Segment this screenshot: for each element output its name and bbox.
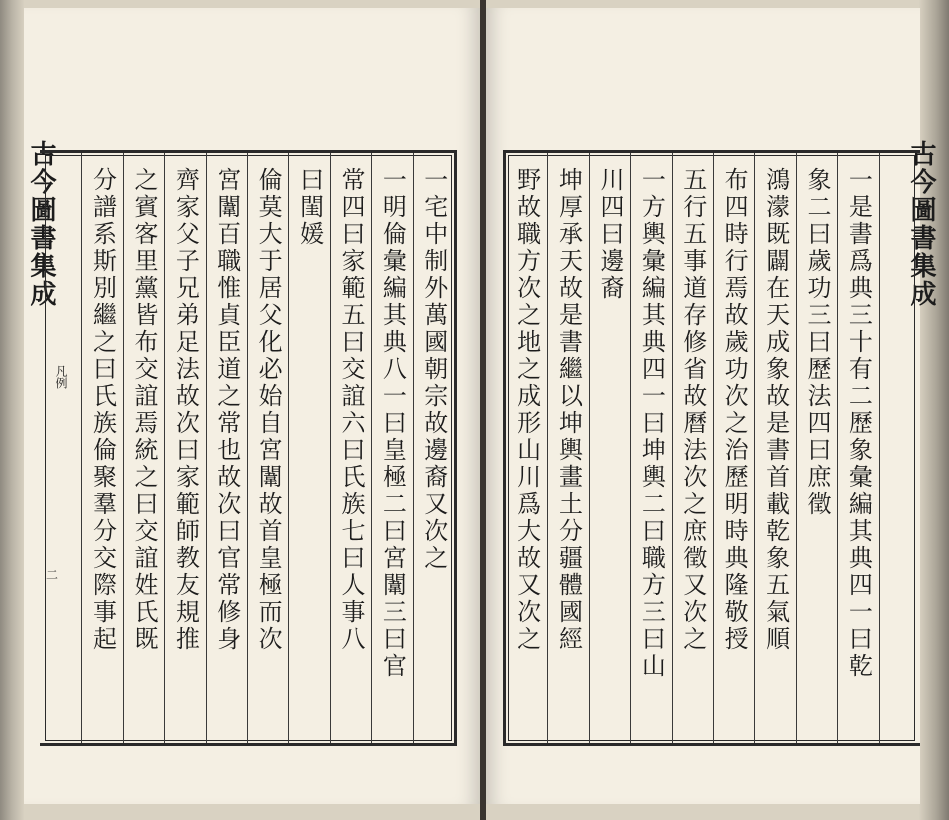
column-text: 布四時行焉故歲功次之治歷明時典隆敬授: [720, 167, 749, 653]
column-text: 常四曰家範五曰交誼六曰氏族七曰人事八: [336, 167, 365, 653]
column-text: 川四曰邊裔: [595, 167, 624, 302]
left-column-grid: [40, 153, 454, 743]
text-column: [288, 153, 329, 743]
column-text: 齊家父子兄弟足法故次曰家範師教友規推: [171, 167, 200, 653]
text-column: [547, 153, 588, 743]
right-page-edges: [919, 0, 949, 820]
left-margin-section: 凡例: [54, 365, 68, 389]
column-text: 一宅中制外萬國朝宗故邊裔又次之: [419, 167, 448, 572]
right-column-grid: [506, 153, 920, 743]
column-text: 一明倫彙編其典八一曰皇極二曰宮闈三曰官: [378, 167, 407, 680]
left-text-frame: [40, 150, 457, 746]
text-column: [506, 153, 547, 743]
text-column: [330, 153, 371, 743]
right-text-frame: [503, 150, 920, 746]
left-folio-number: 二: [46, 568, 59, 582]
right-margin-title: 古今圖書集成: [906, 140, 936, 308]
text-column: [837, 153, 878, 743]
column-text: 五行五事道存修省故曆法次之庶徵又次之: [678, 167, 707, 653]
column-text: 一是書爲典三十有二歷象彙編其典四一曰乾: [844, 167, 873, 680]
text-column: [413, 153, 454, 743]
text-column: [164, 153, 205, 743]
text-column: [796, 153, 837, 743]
text-column: [879, 153, 920, 743]
text-column: [672, 153, 713, 743]
column-text: 象二曰歲功三曰歷法四曰庶徵: [802, 167, 831, 518]
column-text: 曰閨媛: [295, 167, 324, 248]
text-column: [206, 153, 247, 743]
text-column: [247, 153, 288, 743]
text-column: [371, 153, 412, 743]
text-column: [81, 153, 122, 743]
text-column: [589, 153, 630, 743]
text-column: [713, 153, 754, 743]
text-column: [630, 153, 671, 743]
text-column: [40, 153, 81, 743]
left-margin-title: 古今圖書集成: [26, 140, 56, 308]
column-text: 坤厚承天故是書繼以坤輿畫土分疆體國經: [554, 167, 583, 653]
left-page-edges: [0, 0, 24, 820]
column-text: 野故職方次之地之成形山川爲大故又次之: [512, 167, 541, 653]
column-text: 宮闈百職惟貞臣道之常也故次曰官常修身: [212, 167, 241, 653]
column-text: 一方輿彙編其典四一曰坤輿二曰職方三曰山: [637, 167, 666, 680]
text-column: [754, 153, 795, 743]
column-text: 鴻濛既闢在天成象故是書首載乾象五氣順: [761, 167, 790, 653]
column-text: 分譜系斯別繼之曰氏族倫聚羣分交際事起: [88, 167, 117, 653]
text-column: [123, 153, 164, 743]
column-text: 之賓客里黨皆布交誼焉統之曰交誼姓氏既: [129, 167, 158, 653]
column-text: 倫莫大于居父化必始自宮闈故首皇極而次: [254, 167, 283, 653]
